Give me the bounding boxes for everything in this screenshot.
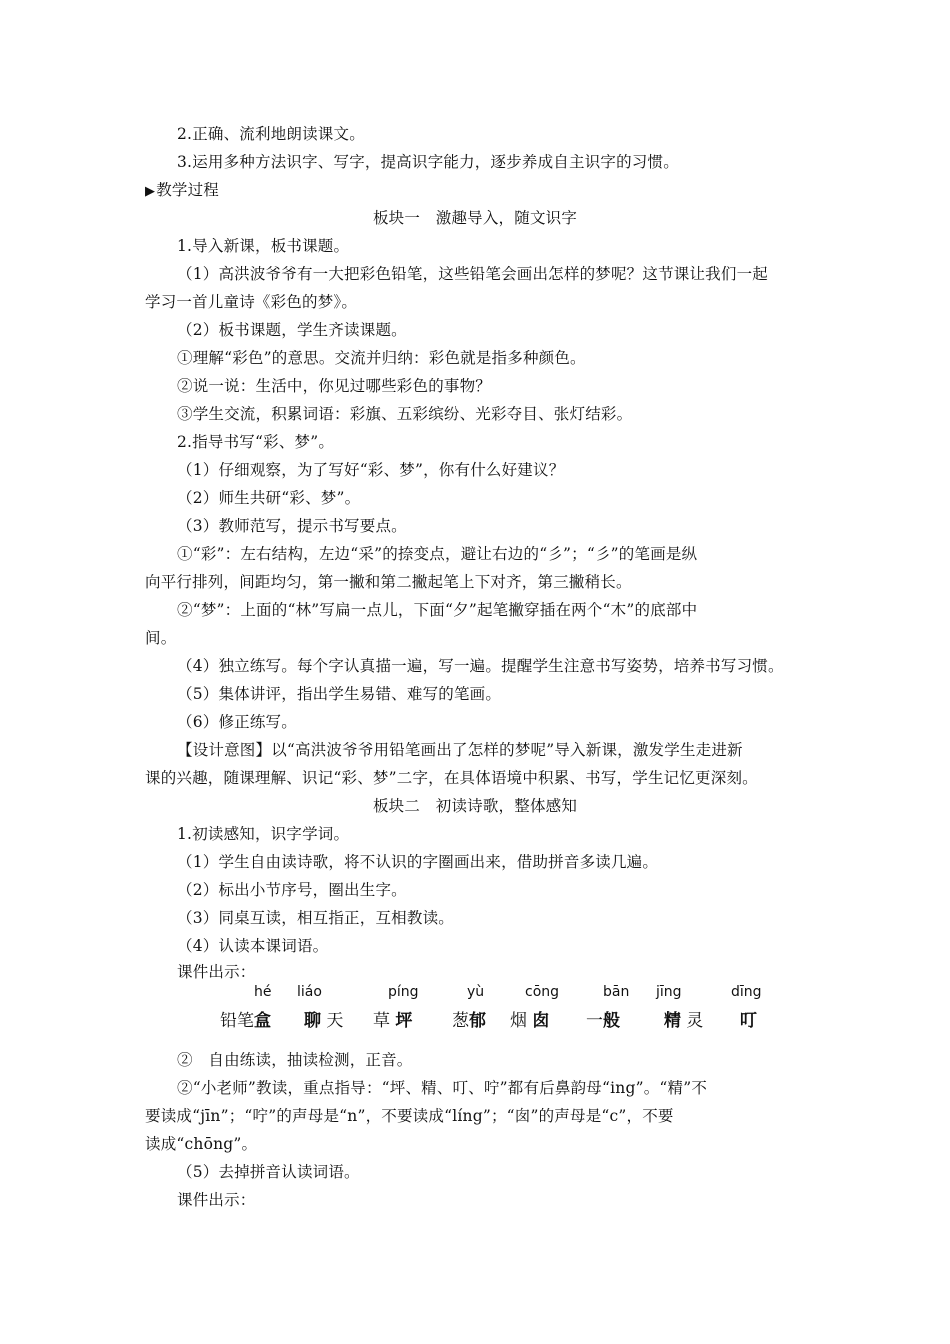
paragraph: 2.指导书写“彩、梦”。 <box>177 433 335 451</box>
paragraph: 学习一首儿童诗《彩色的梦》。 <box>145 293 358 311</box>
vocab-word: 铅笔盒 <box>220 1011 271 1031</box>
pinyin: jīng <box>656 984 682 1000</box>
paragraph: ②“小老师”教读，重点指导：“坪、精、叮、咛”都有后鼻韵母“ing”。“精”不 <box>177 1079 708 1097</box>
paragraph: 要读成“jīn”；“咛”的声母是“n”，不要读成“líng”；“囱”的声母是“c”，不要 <box>145 1107 674 1125</box>
triangle-marker-icon: ▶ <box>145 184 156 199</box>
paragraph: （6）修正练写。 <box>177 713 297 731</box>
block-1-title: 板块一 激趣导入，随文识字 <box>372 209 578 227</box>
vocab-word: 葱郁 <box>452 1011 486 1031</box>
paragraph: （4）认读本课词语。 <box>177 937 329 955</box>
vocab-word: 叮 <box>740 1011 757 1031</box>
pinyin: bān <box>603 984 630 1000</box>
pinyin: dīng <box>731 984 762 1000</box>
paragraph: （2）板书课题，学生齐读课题。 <box>177 321 407 339</box>
paragraph: 向平行排列，间距均匀，第一撇和第二撇起笔上下对齐，第三撇稍长。 <box>145 573 632 591</box>
vocab-word: 草 坪 <box>373 1011 413 1031</box>
section-heading <box>145 180 825 202</box>
vocab-word: 一般 <box>586 1011 620 1031</box>
paragraph: （3）同桌互读，相互指正，互相教读。 <box>177 909 454 927</box>
paragraph: ①“彩”：左右结构，左边“采”的捺变点，避让右边的“彡”；“彡”的笔画是纵 <box>177 545 698 563</box>
block-2-title: 板块二 初读诗歌，整体感知 <box>372 797 578 815</box>
design-intent: 课的兴趣，随课理解、识记“彩、梦”二字，在具体语境中积累、书写，学生记忆更深刻。 <box>145 769 758 787</box>
pinyin: liáo <box>297 984 322 1000</box>
paragraph: （4）独立练写。每个字认真描一遍，写一遍。提醒学生注意书写姿势，培养书写习惯。 <box>177 657 784 675</box>
vocab-word: 烟 囱 <box>510 1011 550 1031</box>
paragraph: （3）教师范写，提示书写要点。 <box>177 517 407 535</box>
paragraph: （1）仔细观察，为了写好“彩、梦”，你有什么好建议？ <box>177 461 565 479</box>
vocab-word: 精 灵 <box>664 1011 704 1031</box>
paragraph: 读成“chōng”。 <box>145 1135 258 1153</box>
design-intent: 【设计意图】以“高洪波爷爷用铅笔画出了怎样的梦呢”导入新课，激发学生走进新 <box>177 741 743 759</box>
courseware-label: 课件出示： <box>177 1191 256 1209</box>
paragraph: 1.导入新课，板书课题。 <box>177 237 350 255</box>
pinyin: píng <box>388 984 419 1000</box>
pinyin: cōng <box>525 984 560 1000</box>
courseware-label: 课件出示： <box>177 963 256 981</box>
paragraph: ③学生交流，积累词语：彩旗、五彩缤纷、光彩夺目、张灯结彩。 <box>177 405 633 423</box>
pinyin: yù <box>467 984 485 1000</box>
paragraph: ②“梦”：上面的“林”写扁一点儿，下面“夕”起笔撇穿插在两个“木”的底部中 <box>177 601 698 619</box>
vocab-word: 聊 天 <box>304 1011 344 1031</box>
section-heading-label: 教学过程 <box>156 181 220 199</box>
paragraph: （5）集体讲评，指出学生易错、难写的笔画。 <box>177 685 502 703</box>
pinyin-vocab-row <box>0 984 950 1032</box>
paragraph: ② 自由练读，抽读检测，正音。 <box>177 1051 413 1069</box>
objective-3: 3.运用多种方法识字、写字，提高识字能力，逐步养成自主识字的习惯。 <box>177 153 679 171</box>
objective-2: 2.正确、流利地朗读课文。 <box>177 125 365 143</box>
pinyin: hé <box>254 984 272 1000</box>
paragraph: ②说一说：生活中，你见过哪些彩色的事物？ <box>177 377 492 395</box>
paragraph: 1.初读感知，识字学词。 <box>177 825 350 843</box>
paragraph: ①理解“彩色”的意思。交流并归纳：彩色就是指多种颜色。 <box>177 349 586 367</box>
paragraph: 间。 <box>145 629 177 647</box>
paragraph: （1）学生自由读诗歌，将不认识的字圈画出来，借助拼音多读几遍。 <box>177 853 659 871</box>
paragraph: （2）标出小节序号，圈出生字。 <box>177 881 407 899</box>
paragraph: （5）去掉拼音认读词语。 <box>177 1163 360 1181</box>
paragraph: （1）高洪波爷爷有一大把彩色铅笔，这些铅笔会画出怎样的梦呢？这节课让我们一起 <box>177 265 768 283</box>
paragraph: （2）师生共研“彩、梦”。 <box>177 489 361 507</box>
